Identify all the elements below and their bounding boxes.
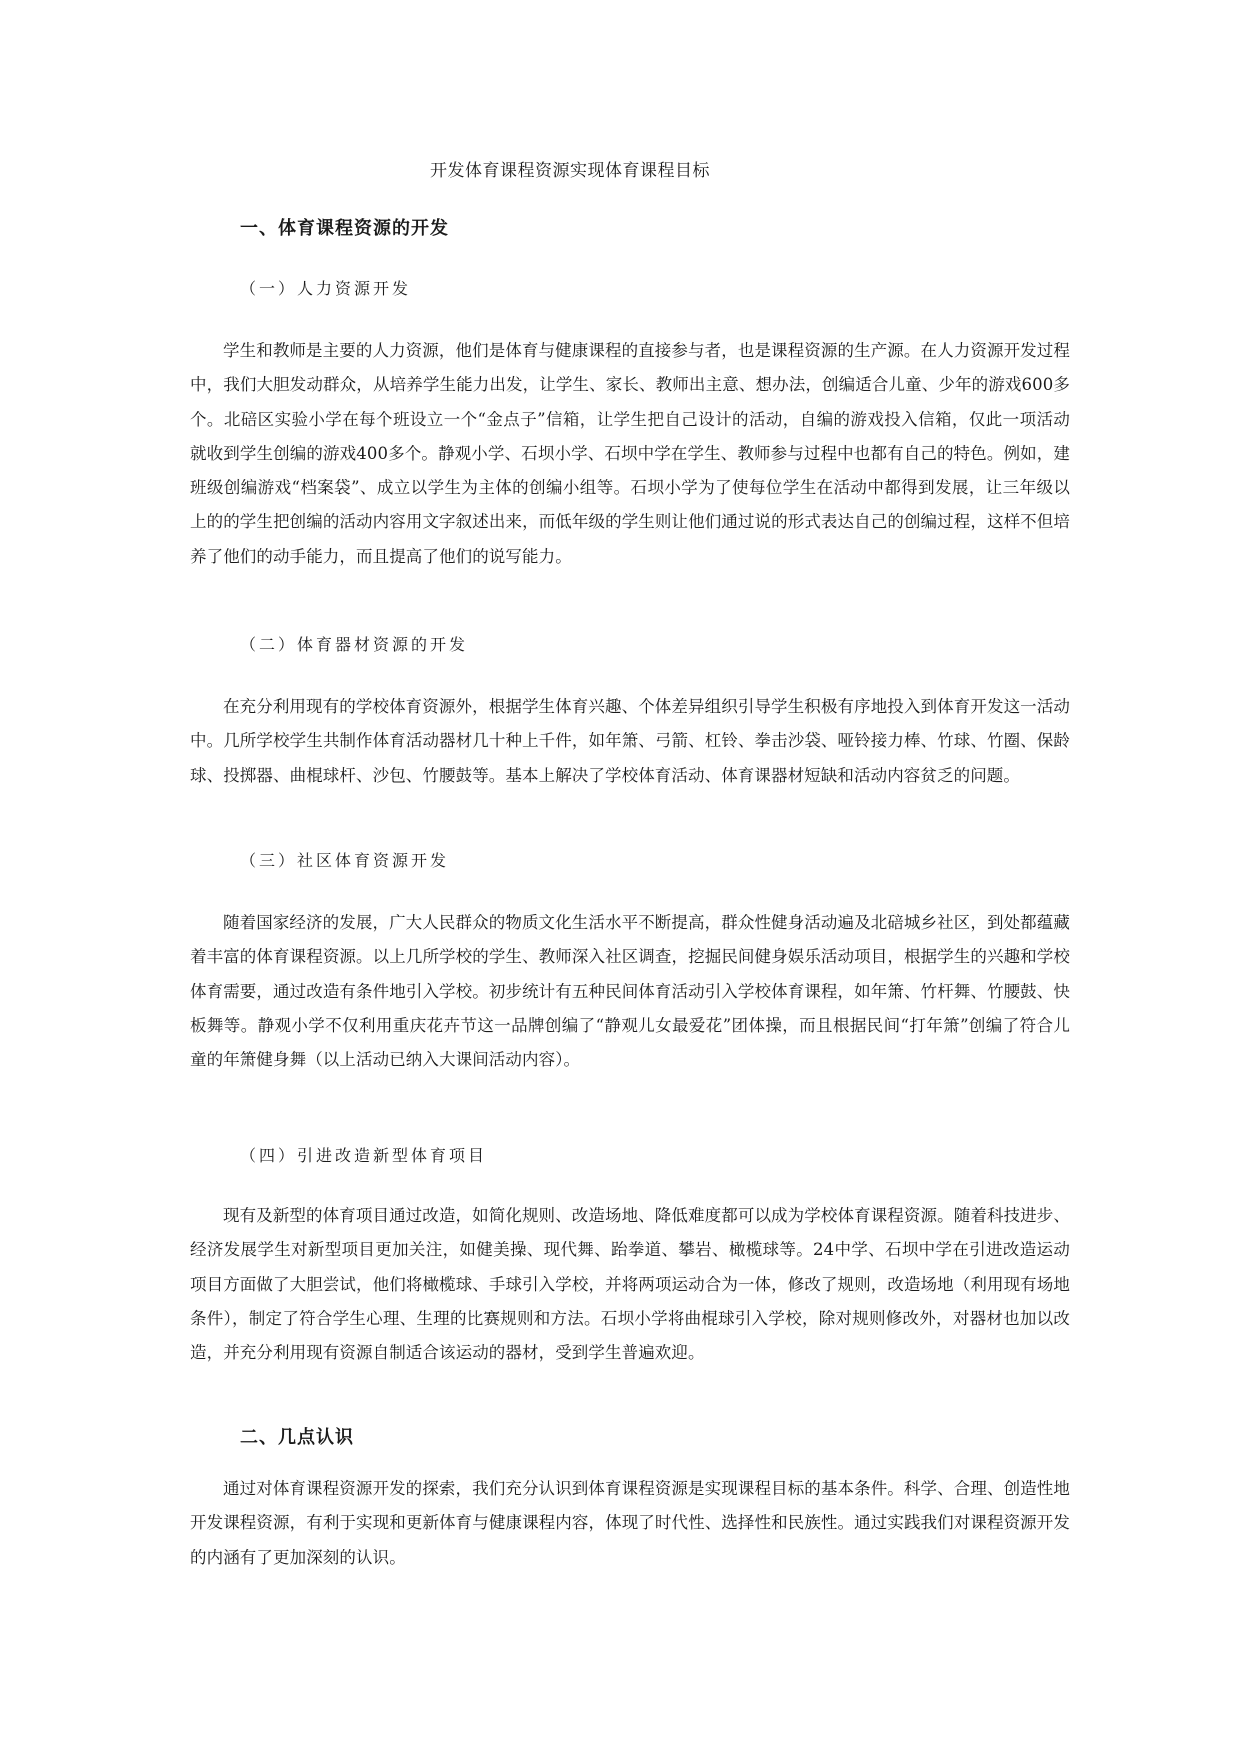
paragraph-new-sports: 现有及新型的体育项目通过改造，如简化规则、改造场地、降低难度都可以成为学校体育课程资源。随着科技进步、经济发展学生对新型项目更加关注，如健美操、现代舞、跆拳道、攀岩、橄榄球等。24中学、石坝中学在引进改造运动项目方面做了大胆尝试，他们将橄榄球、手球引入学校，并将两项运动合为一体，修改了规则，改造场地（利用现有场地条件），制定了符合学生心理、生理的比赛规则和方法。石坝小学将曲棍球引入学校，除对规则修改外，对器材也加以改造，并充分利用现有资源自制适合该运动的器材，受到学生普遍欢迎。 (190, 1206, 1070, 1363)
section-heading-1: 一、体育课程资源的开发 (240, 218, 449, 239)
subsection-heading-4: （四）引进改造新型体育项目 (240, 1146, 488, 1165)
subsection-heading-2: （二）体育器材资源的开发 (240, 635, 469, 654)
subsection-heading-3: （三）社区体育资源开发 (240, 851, 450, 870)
section-heading-2: 二、几点认识 (240, 1427, 354, 1448)
paragraph-human-resources: 学生和教师是主要的人力资源，他们是体育与健康课程的直接参与者，也是课程资源的生产源。在人力资源开发过程中，我们大胆发动群众，从培养学生能力出发，让学生、家长、教师出主意、想办法，创编适合儿童、少年的游戏600多个。北碚区实验小学在每个班设立一个“金点子”信箱，让学生把自己设计的活动，自编的游戏投入信箱，仅此一项活动就收到学生创编的游戏400多个。静观小学、石坝小学、石坝中学在学生、教师参与过程中也都有自己的特色。例如，建班级创编游戏“档案袋”、成立以学生为主体的创编小组等。石坝小学为了使每位学生在活动中都得到发展，让三年级以上的的学生把创编的活动内容用文字叙述出来，而低年级的学生则让他们通过说的形式表达自己的创编过程，这样不但培养了他们的动手能力，而且提高了他们的说写能力。 (190, 341, 1070, 566)
paragraph-conclusions: 通过对体育课程资源开发的探索，我们充分认识到体育课程资源是实现课程目标的基本条件。科学、合理、创造性地开发课程资源，有利于实现和更新体育与健康课程内容，体现了时代性、选择性和民族性。通过实践我们对课程资源开发的内涵有了更加深刻的认识。 (190, 1479, 1070, 1567)
paragraph-community-resources: 随着国家经济的发展，广大人民群众的物质文化生活水平不断提高，群众性健身活动遍及北碚城乡社区，到处都蕴藏着丰富的体育课程资源。以上几所学校的学生、教师深入社区调查，挖掘民间健身娱乐活动项目，根据学生的兴趣和学校体育需要，通过改造有条件地引入学校。初步统计有五种民间体育活动引入学校体育课程，如年箫、竹杆舞、竹腰鼓、快板舞等。静观小学不仅利用重庆花卉节这一品牌创编了“静观儿女最爱花”团体操，而且根据民间“打年箫”创编了符合儿童的年箫健身舞（以上活动已纳入大课间活动内容）。 (190, 913, 1071, 1070)
document-title: 开发体育课程资源实现体育课程目标 (430, 161, 710, 181)
subsection-heading-1: （一）人力资源开发 (240, 279, 412, 298)
paragraph-equipment-resources: 在充分利用现有的学校体育资源外，根据学生体育兴趣、个体差异组织引导学生积极有序地投入到体育开发这一活动中。几所学校学生共制作体育活动器材几十种上千件，如年箫、弓箭、杠铃、拳击沙袋、哑铃接力棒、竹球、竹圈、保龄球、投掷器、曲棍球杆、沙包、竹腰鼓等。基本上解决了学校体育活动、体育课器材短缺和活动内容贫乏的问题。 (190, 697, 1070, 785)
